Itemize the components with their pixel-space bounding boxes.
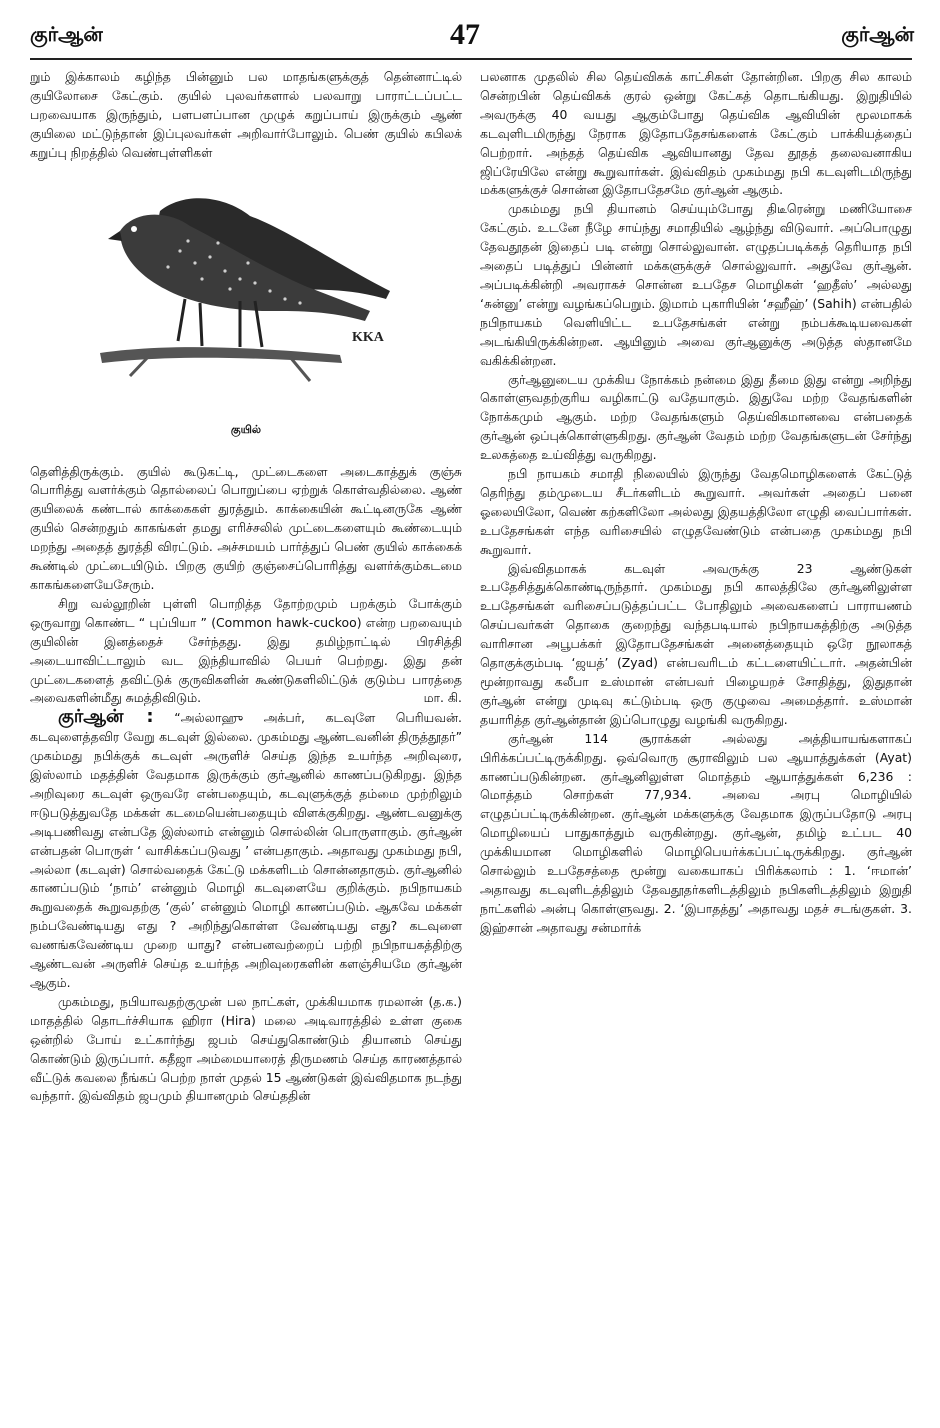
cuckoo-paragraph-2: தெளித்திருக்கும். குயில் கூடுகட்டி, முட்டைகளை அடைகாத்துக் குஞ்சு பொரித்து வளர்க்கும் தொல்லைப் பொறுப்பை ஏற்றுக் கொள்வதில்லை. ஆண் குயிலைக் கண்டால் காக்கைகள் துரத்தும். காக்கையின் கூட்டினருகே ஆண் குயில் சென்றதும் காகங்கள் தமது எரிச்சலில் முட்டைகளையும் கூண்டையும் மறந்து அதைத் துரத்தி விரட்டும். அச்சமயம் பார்த்துப் பெண் குயில் காக்கைக் கூண்டில் முட்டையிடும். பிறகு குயிற் குஞ்சைப்பொரித்து வளர்க்கும்கடமை காகங்களையேசேரும். [30, 463, 462, 592]
running-header-right: குர்ஆன் [841, 22, 914, 46]
cuckoo-paragraph-3 [30, 595, 462, 708]
quran-paragraph-7: இவ்விதமாகக் கடவுள் அவருக்கு 23 ஆண்டுகள் உபதேசித்துக்கொண்டிருந்தார். முகம்மது நபி காலத்திலே குர்ஆனிலுள்ள உபதேசங்கள் வரிசைப்படுத்தப்பட்ட போதிலும் அவைகளைப் பாராயணம் செய்பவர்கள் தொகை குறைந்து வந்தபடியால் நபிநாயகத்திற்கு அடுத்த வாரிசான அபூபக்கர் இதோபதேசங்கள் அனைத்தையும் ஒரே நூலாகத் தொகுக்கும்படி ‘ஜயத்’ (Zyad) என்பவரிடம் கட்டளையிட்டார். அதன்பின் மூன்றாவது கலீபா உஸ்மான் என்பவர் பிழையறச் சோதித்து, இதுதான் குர்ஆன் என்று முடிவு கட்டும்படி ஒரு குழுவை அமைத்தார். உஸ்மான் தயாரித்த குர்ஆன்தான் இப்பொழுது வழங்கி வருகிறது. [480, 560, 912, 727]
cuckoo-figure [30, 163, 462, 463]
paragraph-text: “அல்லாஹு அக்பர், கடவுளே பெரியவன். கடவுளைத்தவிர வேறு கடவுள் இல்லை. முகம்மது ஆண்டவனின் திருத்தூதர்” முகம்மது நபிக்குக் கடவுள் அருளிச் செய்த இந்த உயர்ந்த அறிவுரை, இஸ்லாம் மதத்தின் வேதமாக இருக்கும் குர்ஆனில் காணப்படுகிறது. இந்த அறிவுரை கடவுள் ஒருவரே என்பதையும், கடவுளுக்குத் தம்மை முற்றிலும் ஈடுபடுத்துவதே மக்கள் கடமையென்பதையும் விளக்குகிறது. ஆண்டவனுக்கு அடிபணிவது என்பதே இஸ்லாம் என்னும் சொல்லின் பொருளாகும். குர்ஆன் என்பதன் பொருள் ‘ வாசிக்கப்படுவது ’ என்பதாகும். அதாவது முகம்மது நபி, அல்லா (கடவுள்) சொல்வதைக் கேட்டு மக்களிடம் சொன்னதாகும். குர்ஆனில் காணப்படும் ‘நாம்’ என்னும் மொழி கடவுளையே குறிக்கும். நபிநாயகம் கூறுவதைக் கூறுவதற்கு ‘குல்’ என்னும் மொழி காணப்படும். ஆகவே மக்கள் நம்பவேண்டியது எது ? அறிந்துகொள்ள வேண்டியது எது? கடவுளை வணங்கவேண்டிய முறை யாது? என்பனவற்றைப் பற்றி நபிநாயகத்திற்கு ஆண்டவன் அருளிச் செய்த உயர்ந்த அறிவுரைகளின் களஞ்சியமே குர்ஆன் ஆகும். [30, 710, 462, 990]
quran-paragraph-1 [30, 708, 462, 993]
artist-monogram: KKA [352, 329, 384, 345]
quran-paragraph-4: முகம்மது நபி தியானம் செய்யும்போது திடீரென்று மணியோசை கேட்கும். உடனே நீழே சாய்ந்து சமாதியில் ஆழ்ந்து விடுவார். அப்பொழுது தேவதூதன் இதைப் படி என்று சொல்லுவான். எழுதப்படிக்கத் தெரியாத நபி அதைப் படித்துப் பின்னர் மக்களுக்குச் சொல்லுவார். அதுவே குர்ஆன். அப்படிக்கின்றி அவராகச் சொன்ன உபதேச மொழிகள் ‘ஹதீஸ்’ அல்லது ‘சுன்னு’ என்று வழங்கப்பெறும். இமாம் புகாரியின் ‘சஹீஹ்’ (Sahih) என்பதில் நபிநாயகம் வெளியிட்ட உபதேசங்கள் என்று நம்பக்கூடியவைகள் அடங்கியிருக்கின்றன. ஆயினும் அவை குர்ஆனுக்கு அடுத்த ஸ்தானமே வகிக்கின்றன. [480, 201, 912, 368]
paragraph-text: சிறு வல்லூறின் புள்ளி பொறித்த தோற்றமும் பறக்கும் போக்கும் ஒருவாறு கொண்ட “ புப்பியா ” (Common hawk-cuckoo) என்ற பறவையும் குயிலின் இனத்தைச் சேர்ந்தது. இது தமிழ்நாட்டில் பிரசித்தி அடையாவிட்டாலும் வட இந்தியாவில் பெயர் பெற்றது. இது தன் முட்டைகளைத் தவிட்டுக் குருவிகளின் கூண்டுகளிலிட்டுக் குடும்ப பாரத்தை அவைகளின்மீது சுமத்திவிடும். [30, 595, 462, 706]
quran-paragraph-6: நபி நாயகம் சமாதி நிலையில் இருந்து வேதமொழிகளைக் கேட்டுத் தெரிந்து தம்முடைய சீடர்களிடம் கூறுவார். அவர்கள் அதைப் பனை ஓலையிலோ, வெண் கற்களிலோ அல்லது இதயத்திலோ எழுதி வைப்பார்கள். உபதேசங்கள் எந்த வரிசையில் எழுதவேண்டும் என்பதை முகம்மது நபி கூறுவார். [480, 466, 912, 557]
right-column [480, 68, 912, 938]
entry-title: குர்ஆன் : [58, 706, 154, 728]
quran-paragraph-5: குர்ஆனுடைய முக்கிய நோக்கம் நன்மை இது தீமை இது என்று அறிந்து கொள்ளுவதற்குரிய வழிகாட்டு வதேயாகும். இதுவே மற்ற வேதங்களின் நோக்கமும் ஆகும். மற்ற வேதங்களும் தெய்விகமானவை என்பதைக் குர்ஆன் ஒப்புக்கொள்ளுகிறது. குர்ஆன் வேதம் மற்ற வேதங்களுடன் சேர்ந்து உலகத்தை உய்வித்து வருகிறது. [480, 371, 912, 463]
cuckoo-illustration [90, 171, 410, 411]
quran-paragraph-8: குர்ஆன் 114 சூராக்கள் அல்லது அத்தியாயங்களாகப் பிரிக்கப்பட்டிருக்கிறது. ஒவ்வொரு சூராவிலும் பல ஆயாத்துக்கள் (Ayat) காணப்படுகின்றன. குர்ஆனிலுள்ள மொத்தம் ஆயாத்துக்கள் 6,236 : மொத்தம் சொற்கள் 77,934. அவை அரபு மொழியில் எழுதப்பட்டிருக்கின்றன. குர்ஆன் மக்களுக்கு வேதமாக இருப்பதோடு அரபு மொழியைப் பாதுகாத்தும் வருகின்றது. குர்ஆன், தமிழ் உட்பட 40 முக்கியமான மொழிகளில் மொழிபெயர்க்கப்பட்டிருக்கிறது. குர்ஆன் சொல்லும் உபதேசத்தை மூன்று வகையாகப் பிரிக்கலாம் : 1. ‘ஈமான்’ அதாவது கடவுளிடத்திலும் தேவதூதர்களிடத்திலும் நபிகளிடத்திலும் இறுதி நாட்களில் அன்பு கொள்ளுவது. 2. ‘இபாதத்து’ அதாவது மதச் சடங்குகள். 3. இஹ்சான் அதாவது சன்மார்க் [480, 730, 912, 935]
quran-paragraph-3: பலனாக முதலில் சில தெய்விகக் காட்சிகள் தோன்றின. பிறகு சில காலம் சென்றபின் தெய்விகக் குரல் ஒன்று கேட்கத் தொடங்கியது. இறுதியில் அவருக்கு 40 வயது ஆகும்போது தெய்விக ஆவியின் மூலமாகக் கடவுளிடமிருந்து நேராக இதோபதேசங்களைக் கேட்கும் பாக்கியத்தைப் பெற்றார். அந்தத் தெய்விக ஆவியானது தேவ தூதத் தலைவனாகிய ஜிப்ரேயிலே என்று கூறுவார்கள். இவ்விதம் முகம்மது நபி கடவுளிடமிருந்து மக்களுக்குச் சொன்ன இதோபதேசமே குர்ஆன் ஆகும். [480, 69, 912, 198]
author-signature: மா. கி. [423, 690, 462, 706]
page-number: 47 [450, 18, 480, 51]
figure-caption: குயில் [230, 422, 262, 436]
cuckoo-paragraph-1: றும் இக்காலம் கழிந்த பின்னும் பல மாதங்களுக்குத் தென்னாட்டில் குயிலோசை கேட்கும். குயில் புலவர்களால் பலவாறு பாராட்டப்பட்ட பறவையாக இருந்தும், பளபளப்பான முழுக் கறுப்பாய் இருக்கும் ஆண் குயிலை மட்டுந்தான் இப்புலவர்கள் அறிவார்போலும். பெண் குயில் கபிலக் கறுப்பு நிறத்தில் வெண்புள்ளிகள் [30, 69, 462, 160]
quran-paragraph-2: முகம்மது, நபியாவதற்குமுன் பல நாட்கள், முக்கியமாக ரமலான் (த.க.) மாதத்தில் தொடர்ச்சியாக ஹிரா (Hira) மலை அடிவாரத்தில் உள்ள குகை ஒன்றில் போய் உட்கார்ந்து ஜபம் செய்துகொண்டும் தியானம் செய்து கொண்டும் இருப்பார். கதீஜா அம்மையாரைத் திருமணம் செய்த காரணத்தால் வீட்டுக் கவலை நீங்கப் பெற்ற நாள் முதல் 15 ஆண்டுகள் இவ்விதமாக நடந்து வந்தார். இவ்விதம் ஜபமும் தியானமும் செய்ததின் [30, 993, 462, 1104]
header-rule [30, 58, 912, 60]
running-header-left: குர்ஆன் [30, 22, 103, 46]
left-column [30, 68, 462, 1106]
